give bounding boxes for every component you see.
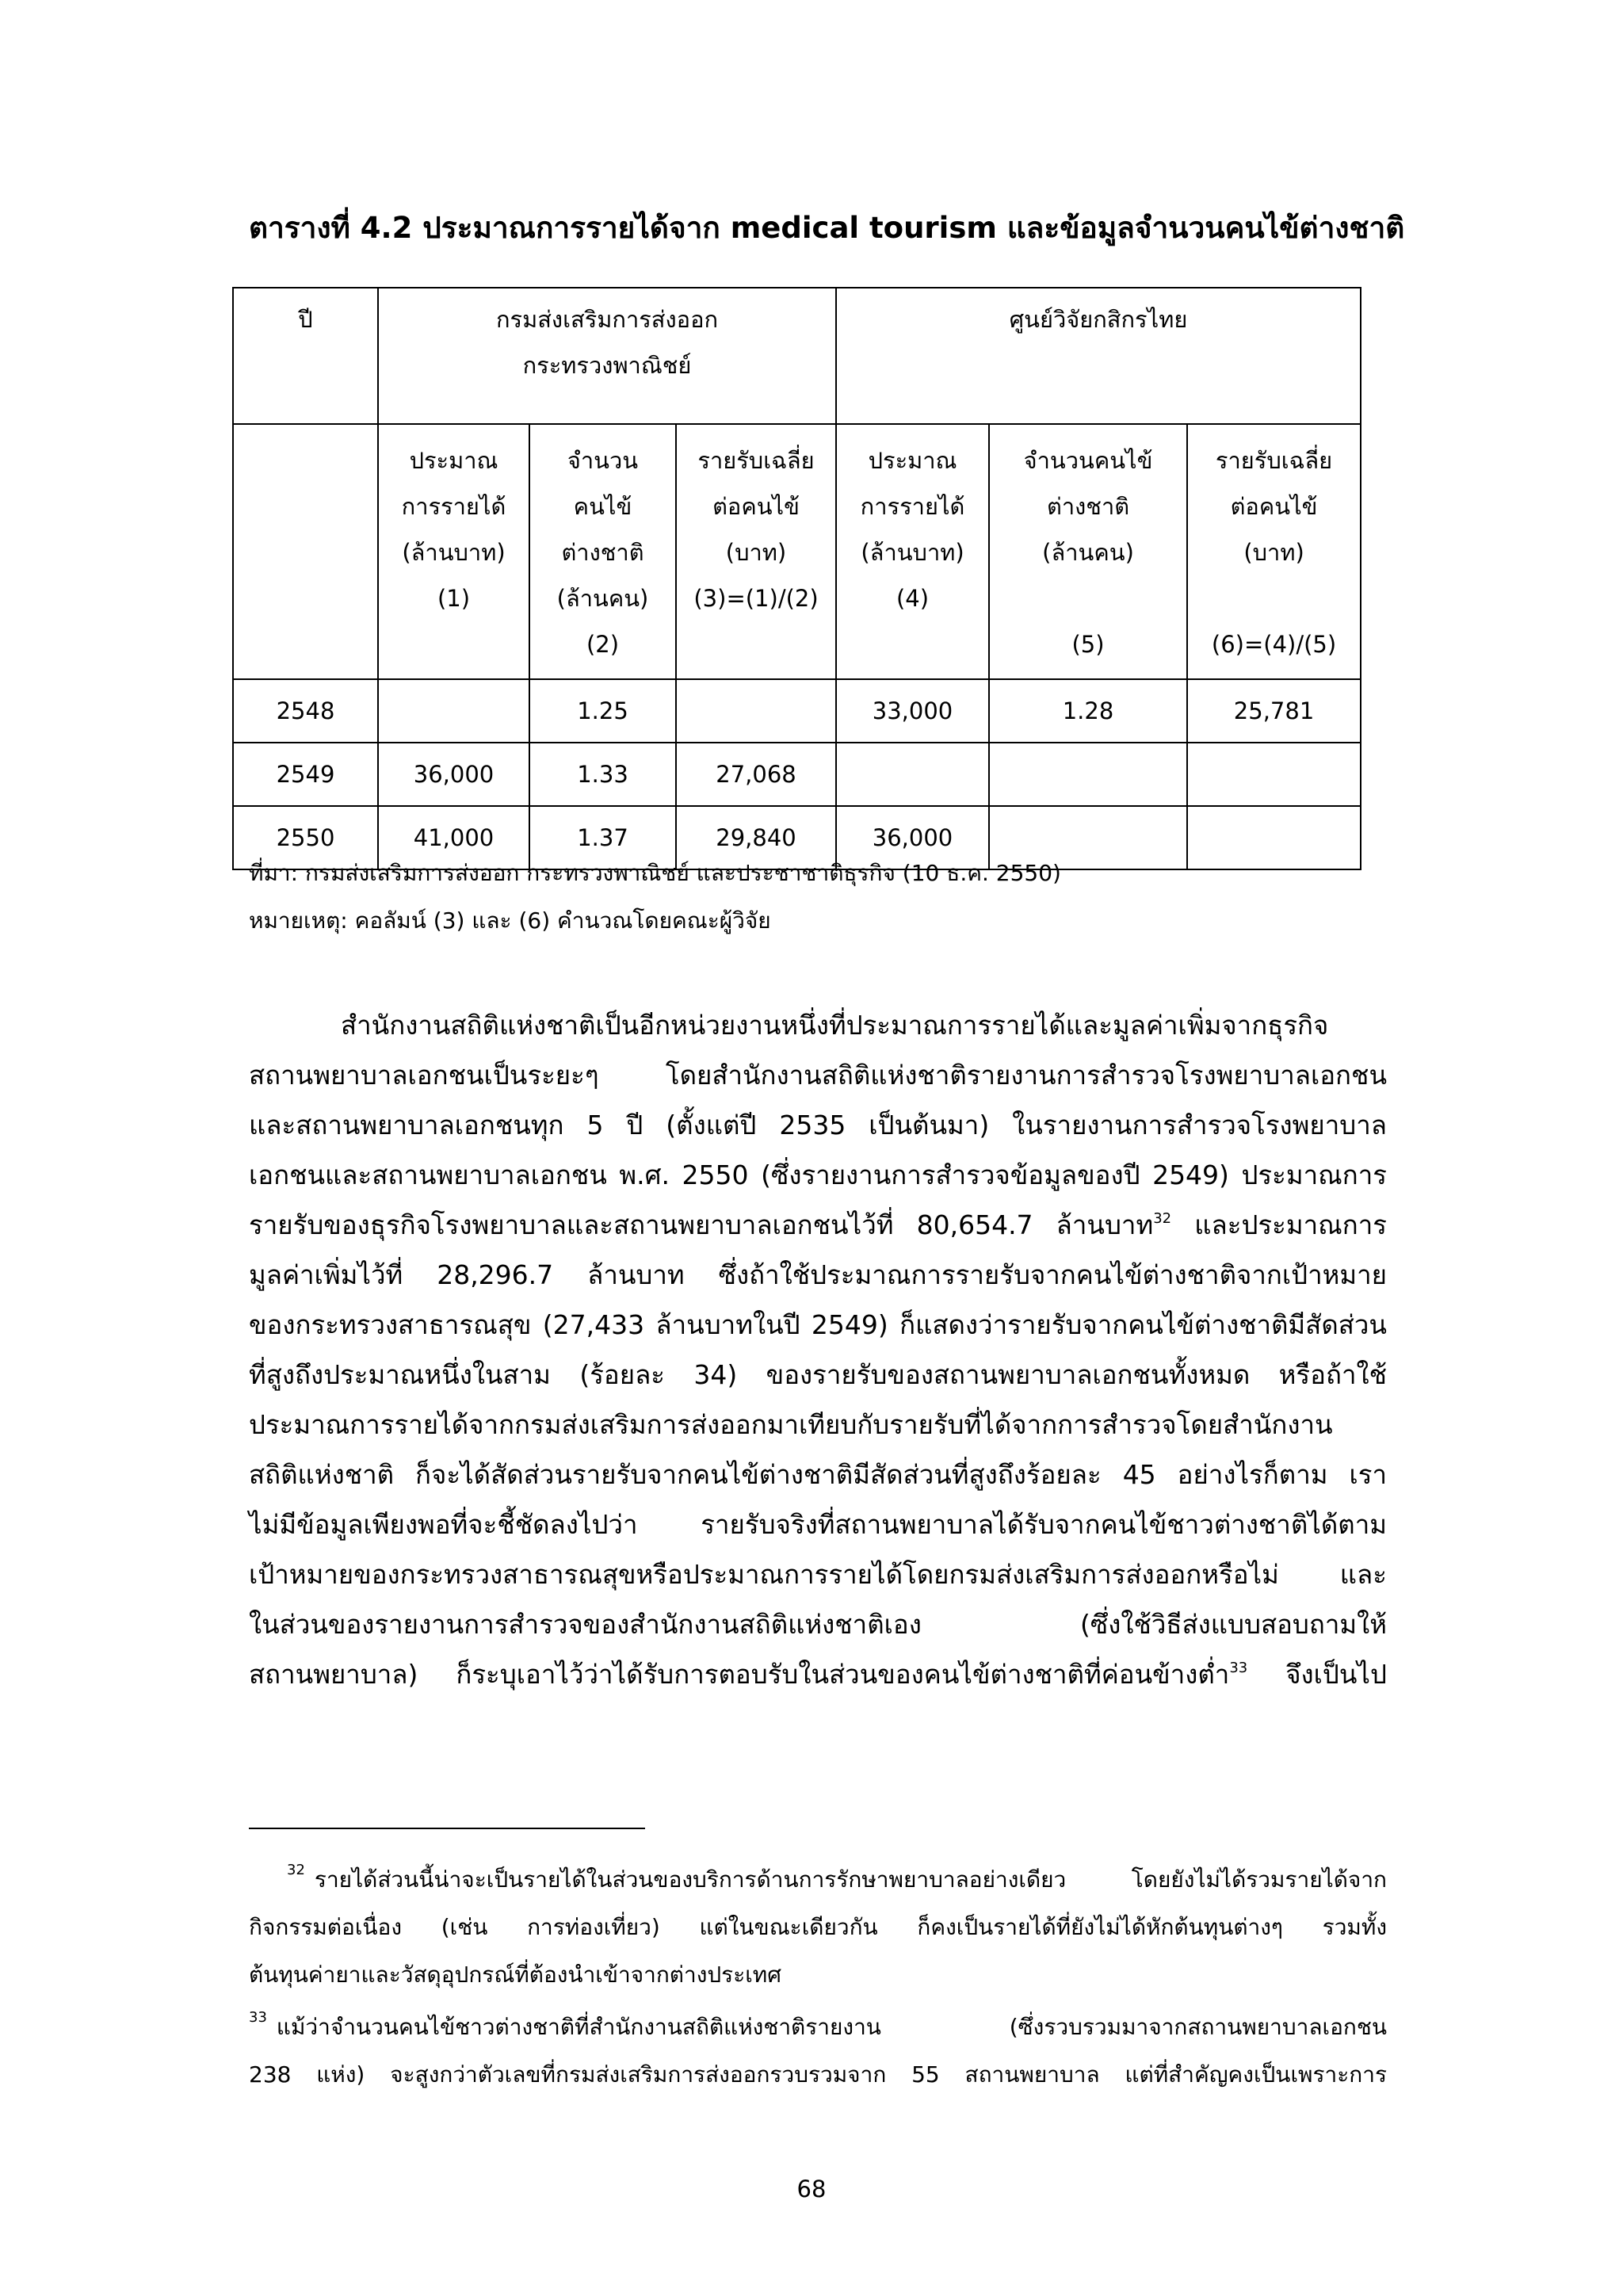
para-text: รายรับของธุรกิจโรงพยาบาลและสถานพยาบาลเอกชนไว้ที่ 80,654.7 ล้านบาท [249,1209,1154,1240]
footnote-ref-33[interactable]: 33 [1229,1660,1248,1676]
footnote-line [249,1847,1387,1904]
cell [1187,806,1361,869]
para-line: ในส่วนของรายงานการสำรวจของสำนักงานสถิติแห่งชาติเอง (ซึ่งใช้วิธีส่งแบบสอบถามให้ [249,1609,1387,1640]
cell [1187,743,1361,806]
subheader-col3-l2: ต่อคนไข้ [712,493,800,520]
table-row [233,743,1361,806]
remark-note: หมายเหตุ: คอลัมน์ (3) และ (6) คำนวณโดยคณะผู้วิจัย [249,907,771,934]
subheader-col4-l3: (ล้านบาท) [861,539,964,566]
cell [378,679,529,743]
page-number: 68 [796,2176,827,2202]
group-header-dep [378,288,836,424]
para-line: เป้าหมายของกระทรวงสาธารณสุขหรือประมาณการรายได้โดยกรมส่งเสริมการส่งออกหรือไม่ และ [249,1559,1387,1590]
group-header-dep-line2: กระทรวงพาณิชย์ [522,352,692,379]
footnote-text: แม้ว่าจำนวนคนไข้ชาวต่างชาติที่สำนักงานสถิติแห่งชาติรายงาน (ซึ่งรวบรวมมาจากสถานพยาบาลเอกชน [276,2014,1387,2040]
table-caption: ตารางที่ 4.2 ประมาณการรายได้จาก medical tourism และข้อมูลจำนวนคนไข้ต่างชาติ [249,211,1405,245]
table-group-header-row [233,288,1361,424]
subheader-col1-l1: ประมาณ [409,447,498,474]
subheader-col5-l3: (ล้านคน) [1042,539,1134,566]
subheader-col3 [676,424,836,679]
para-line: สำนักงานสถิติแห่งชาติเป็นอีกหน่วยงานหนึ่งที่ประมาณการรายได้และมูลค่าเพิ่มจากธุรกิจ [341,1010,1329,1041]
subheader-col3-l4: (3)=(1)/(2) [693,585,819,612]
cell: 36,000 [836,806,989,869]
cell: 33,000 [836,679,989,743]
cell: 1.25 [529,679,676,743]
subheader-col4-l1: ประมาณ [868,447,957,474]
subheader-col3-l3: (บาท) [725,539,787,566]
cell: 41,000 [378,806,529,869]
subheader-col3-l1: รายรับเฉลี่ย [697,447,815,474]
footnote-line: ต้นทุนค่ายาและวัสดุอุปกรณ์ที่ต้องนำเข้าจากต่างประเทศ [249,1962,782,1988]
footnote-32 [249,1847,1387,1999]
subheader-col5-l5: (5) [1071,631,1105,658]
footnote-ref-32[interactable]: 32 [1153,1210,1172,1227]
cell: 29,840 [676,806,836,869]
para-line: ของกระทรวงสาธารณสุข (27,433 ล้านบาทในปี 2549) ก็แสดงว่ารายรับจากคนไข้ต่างชาติมีสัดส่วน [249,1309,1387,1340]
table-subheader-row [233,424,1361,679]
cell: 27,068 [676,743,836,806]
cell: 36,000 [378,743,529,806]
para-text: สถานพยาบาล) ก็ระบุเอาไว้ว่าได้รับการตอบรับในส่วนของคนไข้ต่างชาติที่ค่อนข้างต่ำ [249,1659,1230,1690]
subheader-col6-l5: (6)=(4)/(5) [1211,631,1337,658]
para-line-with-footnote-ref [249,1649,1387,1699]
footnote-line [249,1994,1387,2051]
cell-year: 2548 [233,679,378,743]
footnote-number: 33 [249,2009,267,2026]
cell-year: 2550 [233,806,378,869]
subheader-col4-l4: (4) [896,585,930,612]
year-header: ปี [233,288,378,424]
subheader-col6-l1: รายรับเฉลี่ย [1215,447,1333,474]
footnote-33 [249,1994,1387,2099]
footnote-line: 238 แห่ง) จะสูงกว่าตัวเลขที่กรมส่งเสริมการส่งออกรวบรวมจาก 55 สถานพยาบาล แต่ที่สำคัญคงเป็นเพราะการ [249,2061,1387,2088]
subheader-col2-l5: (2) [586,631,620,658]
para-line-with-footnote-ref [249,1200,1387,1250]
subheader-col6 [1187,424,1361,679]
cell [989,743,1187,806]
cell: 1.28 [989,679,1187,743]
para-line: ไม่มีข้อมูลเพียงพอที่จะชี้ชัดลงไปว่า รายรับจริงที่สถานพยาบาลได้รับจากคนไข้ชาวต่างชาติได้ตาม [249,1509,1387,1540]
para-text: และประมาณการ [1171,1209,1387,1240]
subheader-col2 [529,424,676,679]
subheader-col1-l3: (ล้านบาท) [402,539,506,566]
subheader-col4-l2: การรายได้ [860,493,965,520]
subheader-blank [233,424,378,679]
subheader-col4 [836,424,989,679]
subheader-col2-l1: จำนวน [567,447,639,474]
subheader-col6-l3: (บาท) [1243,539,1304,566]
revenue-table [232,287,1361,870]
subheader-col2-l4: (ล้านคน) [556,585,649,612]
subheader-col2-l3: ต่างชาติ [561,539,644,566]
subheader-col2-l2: คนไข้ [573,493,632,520]
footnote-text: รายได้ส่วนนี้น่าจะเป็นรายได้ในส่วนของบริการด้านการรักษาพยาบาลอย่างเดียว โดยยังไม่ได้รวมรายได้จาก [314,1866,1387,1893]
para-text: จึงเป็นไป [1247,1659,1387,1690]
cell: 25,781 [1187,679,1361,743]
para-line: ประมาณการรายได้จากกรมส่งเสริมการส่งออกมาเทียบกับรายรับที่ได้จากการสำรวจโดยสำนักงาน [249,1409,1333,1440]
cell: 1.33 [529,743,676,806]
subheader-col5 [989,424,1187,679]
subheader-col1-l4: (1) [437,585,471,612]
para-line: สถิติแห่งชาติ ก็จะได้สัดส่วนรายรับจากคนไข้ต่างชาติมีสัดส่วนที่สูงถึงร้อยละ 45 อย่างไรก็ตาม เรา [249,1459,1387,1490]
footnote-separator [249,1828,645,1829]
cell-year: 2549 [233,743,378,806]
para-line: สถานพยาบาลเอกชนเป็นระยะๆ โดยสำนักงานสถิติแห่งชาติรายงานการสำรวจโรงพยาบาลเอกชน [249,1060,1387,1091]
para-line: ที่สูงถึงประมาณหนึ่งในสาม (ร้อยละ 34) ของรายรับของสถานพยาบาลเอกชนทั้งหมด หรือถ้าใช้ [249,1359,1387,1390]
body-paragraph [249,1000,1387,1699]
para-line: มูลค่าเพิ่มไว้ที่ 28,296.7 ล้านบาท ซึ่งถ้าใช้ประมาณการรายรับจากคนไข้ต่างชาติจากเป้าหมาย [249,1259,1387,1290]
para-line: และสถานพยาบาลเอกชนทุก 5 ปี (ตั้งแต่ปี 2535 เป็นต้นมา) ในรายงานการสำรวจโรงพยาบาล [249,1110,1387,1140]
subheader-col5-l2: ต่างชาติ [1046,493,1130,520]
cell [676,679,836,743]
table-row [233,679,1361,743]
footnote-number: 32 [287,1862,305,1878]
group-header-kasikorn: ศูนย์วิจัยกสิกรไทย [836,288,1361,424]
subheader-col6-spacer [1191,575,1357,621]
subheader-col5-l1: จำนวนคนไข้ [1023,447,1153,474]
subheader-col1-l2: การรายได้ [401,493,506,520]
footnote-line: กิจกรรมต่อเนื่อง (เช่น การท่องเที่ยว) แต่ในขณะเดียวกัน ก็คงเป็นรายได้ที่ยังไม่ได้หักต้นทุนต่างๆ รวมทั้ง [249,1914,1387,1940]
para-line: เอกชนและสถานพยาบาลเอกชน พ.ศ. 2550 (ซึ่งรายงานการสำรวจข้อมูลของปี 2549) ประมาณการ [249,1159,1387,1190]
source-note: ที่มา: กรมส่งเสริมการส่งออก กระทรวงพาณิชย์ และประชาชาติธุรกิจ (10 ธ.ค. 2550) [249,860,1061,886]
subheader-col5-spacer [993,575,1183,621]
cell [836,743,989,806]
subheader-col1 [378,424,529,679]
group-header-dep-line1: กรมส่งเสริมการส่งออก [495,306,719,333]
cell: 1.37 [529,806,676,869]
subheader-col6-l2: ต่อคนไข้ [1230,493,1318,520]
